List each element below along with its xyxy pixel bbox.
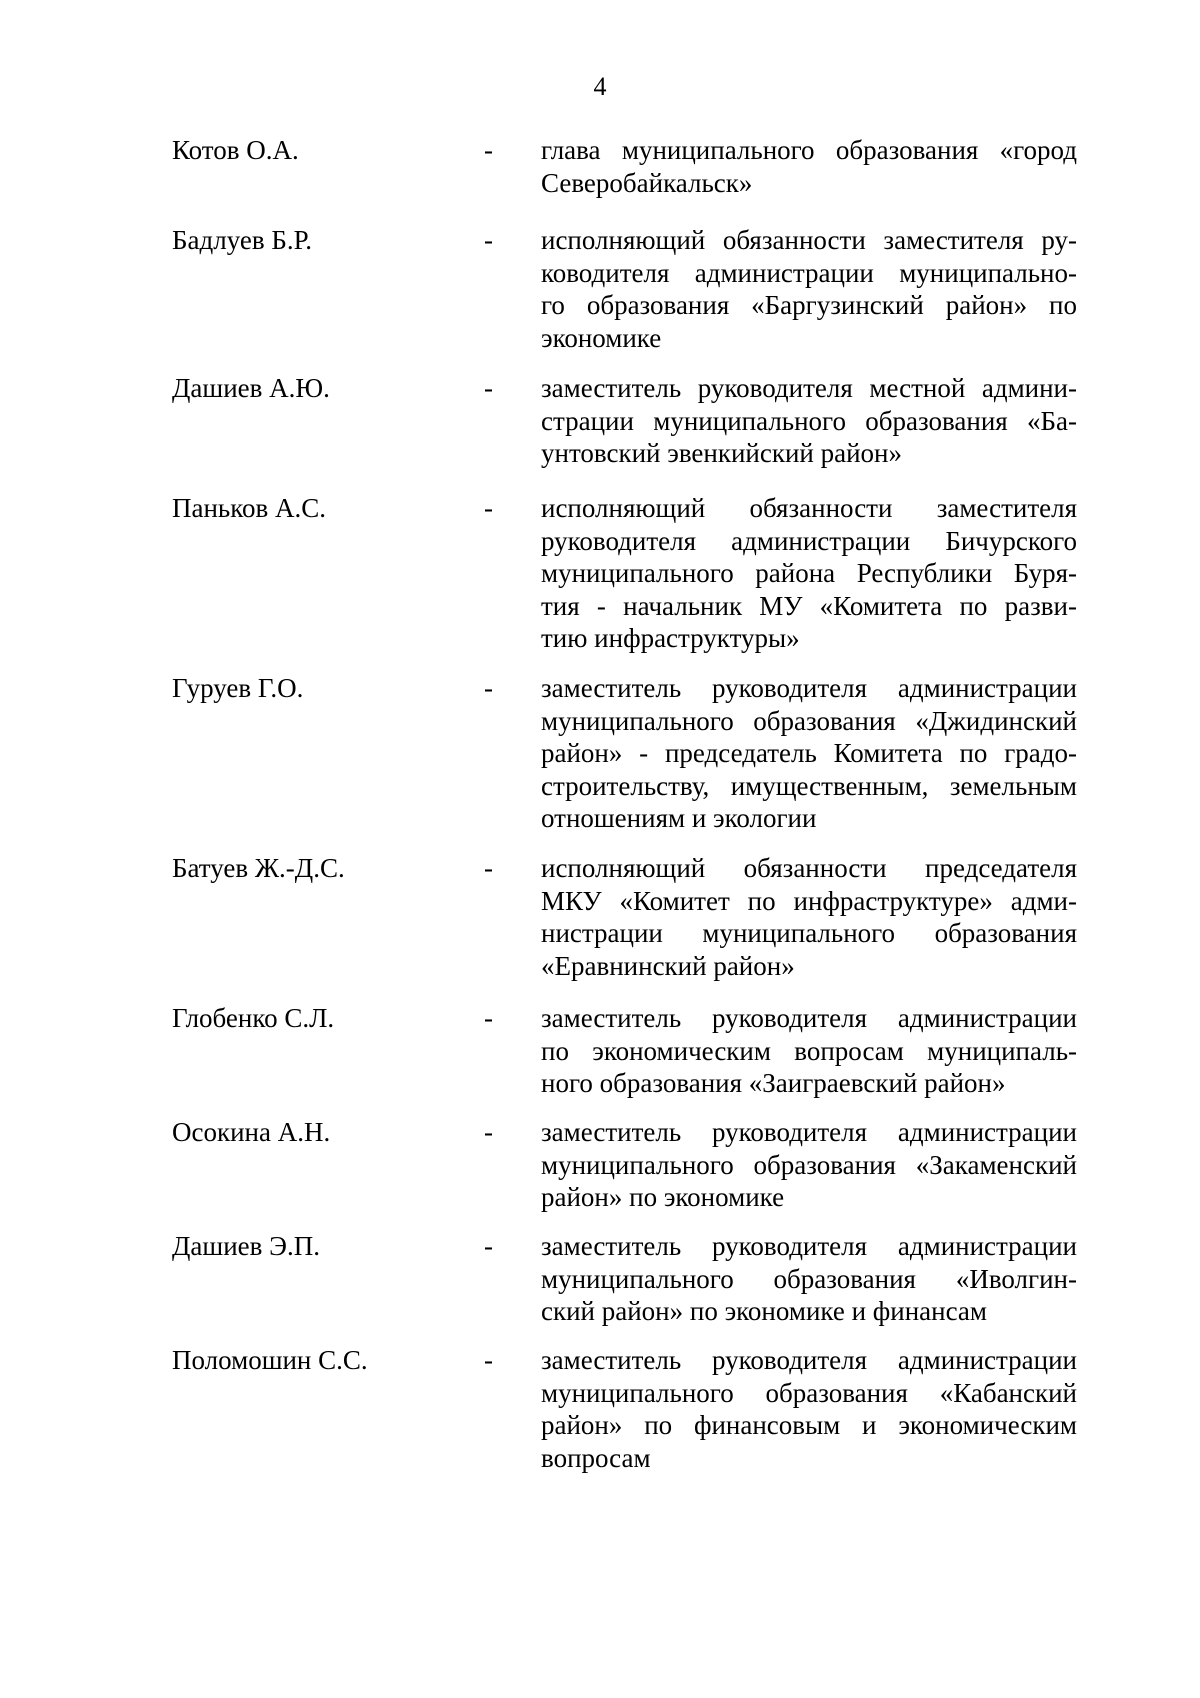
description-line: муниципального района Республики Буря- — [541, 558, 1077, 588]
description-line: го образования «Баргузинский район» по — [541, 290, 1077, 320]
description-line: ного образования «Заиграевский район» — [541, 1068, 1006, 1098]
description-line: исполняющий обязанности заместителя ру- — [541, 225, 1077, 255]
description-line: руководителя администрации Бичурского — [541, 525, 1077, 556]
description-line: по экономическим вопросам муниципаль- — [541, 1035, 1077, 1066]
separator-dash: - — [484, 673, 493, 703]
official-name: Поломошин С.С. — [172, 1345, 368, 1375]
description-line: страции муниципального образования «Ба- — [541, 405, 1077, 436]
separator-dash: - — [484, 1231, 493, 1261]
official-name: Дашиев Э.П. — [172, 1231, 320, 1261]
position-description — [541, 852, 1077, 982]
description-line: отношениям и экологии — [541, 803, 817, 833]
separator-dash: - — [484, 225, 493, 255]
position-description — [541, 1116, 1077, 1214]
separator-dash: - — [484, 493, 493, 523]
description-line: район» - председатель Комитета по градо- — [541, 738, 1077, 768]
description-line: экономике — [541, 322, 662, 353]
description-line: муниципального образования «Кабанский — [541, 1377, 1077, 1408]
position-description — [541, 1344, 1077, 1474]
description-line: ководителя администрации муниципально- — [541, 257, 1077, 288]
official-name: Бадлуев Б.Р. — [172, 225, 312, 255]
description-line: исполняющий обязанности заместителя — [541, 493, 1077, 523]
description-line: заместитель руководителя администрации — [541, 1003, 1077, 1033]
description-line: глава муниципального образования «город — [541, 135, 1077, 165]
description-line: район» по экономике — [541, 1182, 785, 1212]
description-line: тию инфраструктуры» — [541, 623, 800, 653]
description-line: исполняющий обязанности председателя — [541, 853, 1077, 883]
description-line: МКУ «Комитет по инфраструктуре» адми- — [541, 885, 1077, 916]
description-line: район» по финансовым и экономическим — [541, 1410, 1077, 1440]
description-line: заместитель руководителя администрации — [541, 673, 1077, 703]
description-line: нистрации муниципального образования — [541, 918, 1077, 948]
separator-dash: - — [484, 1003, 493, 1033]
description-line: Северобайкальск» — [541, 167, 753, 198]
description-line: ский район» по экономике и финансам — [541, 1296, 987, 1326]
description-line: заместитель руководителя администрации — [541, 1345, 1077, 1375]
description-line: строительству, имущественным, земельным — [541, 770, 1077, 801]
description-line: заместитель руководителя администрации — [541, 1231, 1077, 1261]
description-line: «Еравнинский район» — [541, 950, 795, 981]
position-description — [541, 372, 1077, 470]
separator-dash: - — [484, 135, 493, 165]
description-line: муниципального образования «Джидинский — [541, 705, 1077, 736]
official-name: Паньков А.С. — [172, 493, 326, 523]
separator-dash: - — [484, 373, 493, 403]
official-name: Дашиев А.Ю. — [172, 373, 330, 403]
description-line: муниципального образования «Иволгин- — [541, 1263, 1077, 1294]
description-line: заместитель руководителя администрации — [541, 1117, 1077, 1147]
position-description — [541, 1230, 1077, 1328]
official-name: Осокина А.Н. — [172, 1117, 331, 1147]
description-line: унтовский эвенкийский район» — [541, 438, 902, 468]
official-name: Гуруев Г.О. — [172, 673, 304, 703]
separator-dash: - — [484, 853, 493, 883]
position-description — [541, 224, 1077, 354]
position-description — [541, 492, 1077, 655]
page-number: 4 — [593, 72, 607, 101]
separator-dash: - — [484, 1345, 493, 1375]
description-line: муниципального образования «Закаменский — [541, 1149, 1077, 1180]
separator-dash: - — [484, 1117, 493, 1147]
official-name: Батуев Ж.-Д.С. — [172, 853, 345, 883]
official-name: Глобенко С.Л. — [172, 1003, 335, 1033]
description-line: заместитель руководителя местной админи- — [541, 373, 1077, 403]
position-description — [541, 672, 1077, 835]
description-line: тия - начальник МУ «Комитета по разви- — [541, 590, 1077, 621]
position-description — [541, 1002, 1077, 1100]
description-line: вопросам — [541, 1442, 651, 1473]
position-description — [541, 134, 1077, 199]
official-name: Котов О.А. — [172, 135, 299, 165]
